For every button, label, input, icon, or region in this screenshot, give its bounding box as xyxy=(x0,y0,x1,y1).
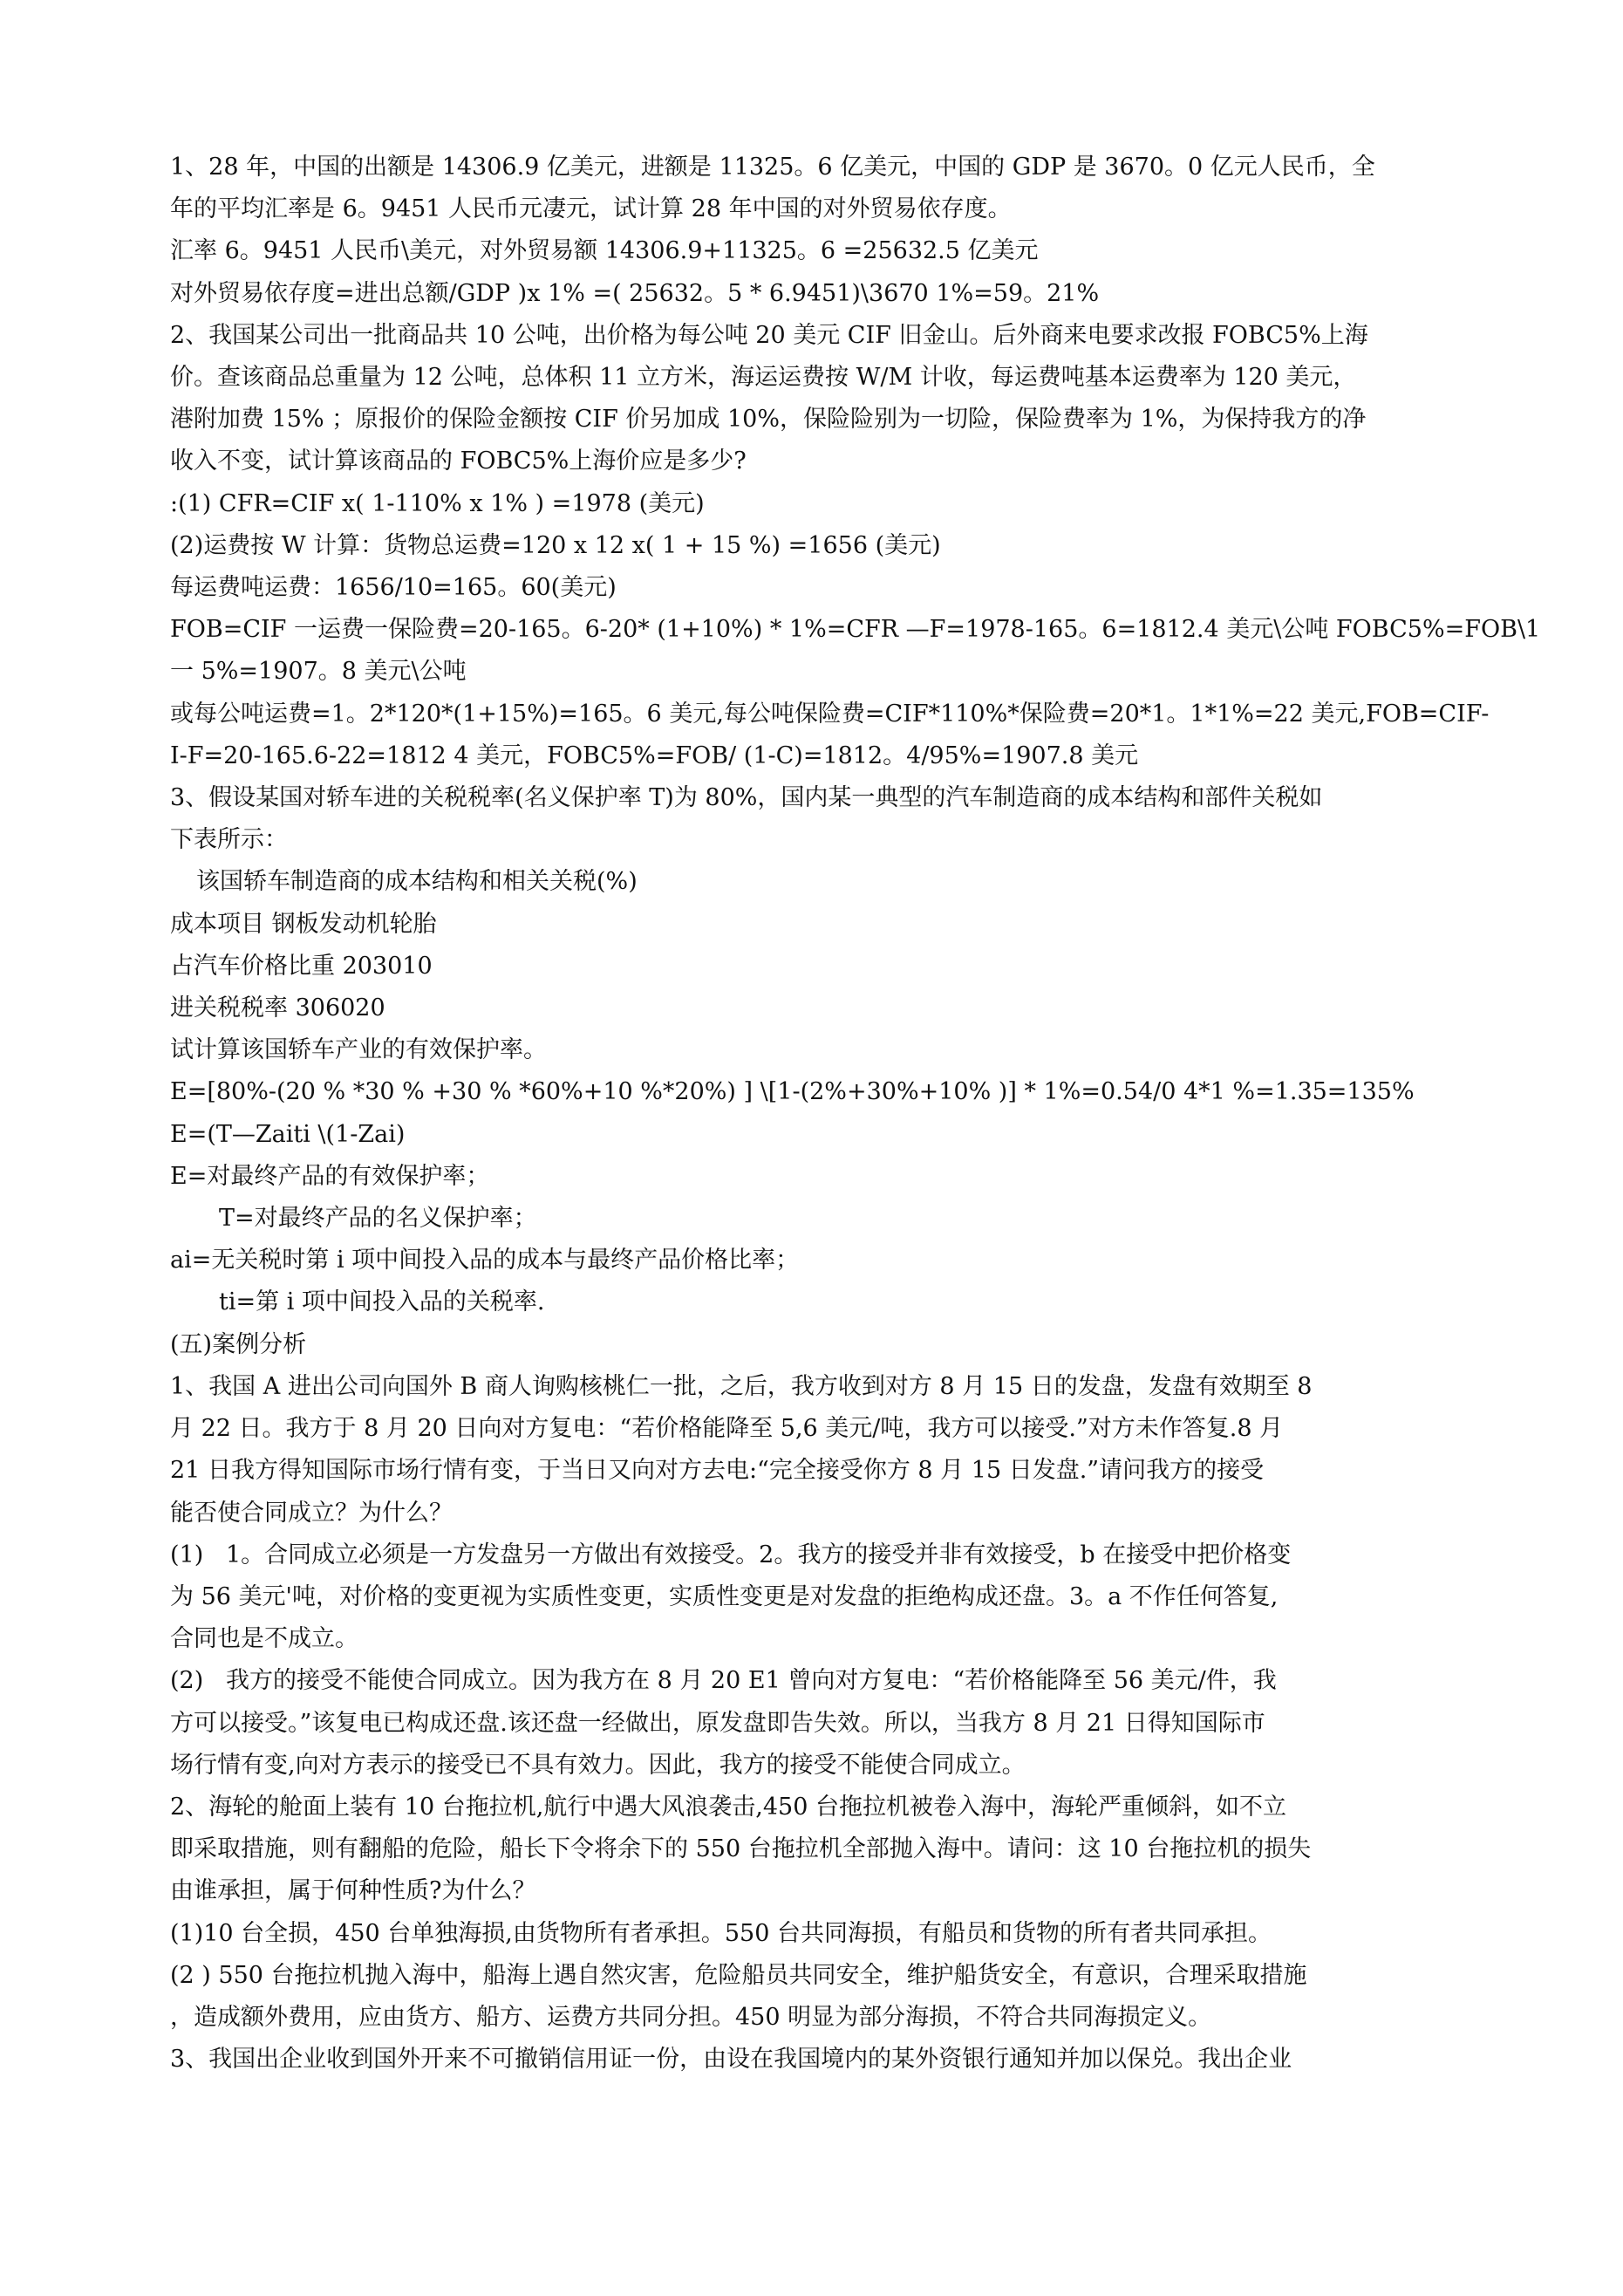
text-line: ，造成额外费用，应由货方、船方、运费方共同分担。450 明显为部分海损，不符合共同海损定义。 xyxy=(170,2003,1212,2031)
text-line: 进关税税率 306020 xyxy=(170,994,385,1022)
text-line: 即采取措施，则有翻船的危险，船长下令将余下的 550 台拖拉机全部抛入海中。请问：这 10 台拖拉机的损失 xyxy=(170,1835,1312,1863)
text-line: 1、我国 A 进出公司向国外 B 商人询购核桃仁一批，之后，我方收到对方 8 月 15 日的发盘，发盘有效期至 8 xyxy=(170,1372,1313,1400)
text-line: 或每公吨运费=1。2*120*(1+15%)=165。6 美元,每公吨保险费=CIF*110%*保险费=20*1。1*1%=22 美元,FOB=CIF- xyxy=(170,700,1490,728)
text-line: :(1) CFR=CIF x( 1-110% x 1% ) =1978 (美元) xyxy=(170,489,705,517)
table-caption: 该国轿车制造商的成本结构和相关关税(%) xyxy=(196,868,638,896)
text-line: 对外贸易依存度=进出总额/GDP )x 1% =( 25632。5 * 6.9451)\3670 1%=59。21% xyxy=(170,279,1100,307)
document-page xyxy=(170,147,1541,2081)
text-line: 年的平均汇率是 6。9451 人民币元凄元，试计算 28 年中国的对外贸易依存度。 xyxy=(170,195,1012,223)
text-line: 3、我国出企业收到国外开来不可撤销信用证一份，由设在我国境内的某外资银行通知并加以保兑。我出企业 xyxy=(170,2046,1292,2074)
text-line: (1) 1。合同成立必须是一方发盘另一方做出有效接受。2。我方的接受并非有效接受，b 在接受中把价格变 xyxy=(170,1541,1292,1568)
text-line: 每运费吨运费：1656/10=165。60(美元) xyxy=(170,574,617,602)
text-line: 港附加费 15% ；原报价的保险金额按 CIF 价另加成 10%，保险险别为一切险，保险费率为 1%，为保持我方的净 xyxy=(170,406,1367,434)
text-line: 一 5%=1907。8 美元\公吨 xyxy=(170,658,467,686)
text-line: 21 日我方得知国际市场行情有变，于当日又向对方去电:“完全接受你方 8 月 15 日发盘.”请问我方的接受 xyxy=(170,1457,1265,1485)
text-line: 成本项目 钢板发动机轮胎 xyxy=(170,910,437,938)
text-line: (2) 我方的接受不能使合同成立。因为我方在 8 月 20 E1 曾向对方复电：“若价格能降至 56 美元/件，我 xyxy=(170,1667,1277,1695)
text-line: 月 22 日。我方于 8 月 20 日向对方复电：“若价格能降至 5,6 美元/吨，我方可以接受.”对方未作答复.8 月 xyxy=(170,1415,1284,1443)
text-line: 3、假设某国对轿车进的关税税率(名义保护率 T)为 80%，国内某一典型的汽车制造商的成本结构和部件关税如 xyxy=(170,784,1323,812)
text-line: ai=无关税时第 i 项中间投入品的成本与最终产品价格比率； xyxy=(170,1247,800,1274)
text-line: ti=第 i 项中间投入品的关税率. xyxy=(219,1288,545,1316)
text-line: 汇率 6。9451 人民币\美元，对外贸易额 14306.9+11325。6 =25632.5 亿美元 xyxy=(170,237,1039,265)
text-line: 收入不变，试计算该商品的 FOBC5%上海价应是多少? xyxy=(170,448,747,475)
text-line: (2)运费按 W 计算：货物总运费=120 x 12 x( 1 + 15 %) =1656 (美元) xyxy=(170,531,941,559)
section-heading: (五)案例分析 xyxy=(170,1330,307,1358)
text-line: T=对最终产品的名义保护率； xyxy=(219,1205,537,1233)
text-line: (1)10 台全损，450 台单独海损,由货物所有者承担。550 台共同海损，有船员和货物的所有者共同承担。 xyxy=(170,1919,1272,1947)
text-line: E=[80%-(20 % *30 % +30 % *60%+10 %*20%) ] \[1-(2%+30%+10% )] * 1%=0.54/0 4*1 %=1.35=135% xyxy=(170,1078,1415,1106)
text-line: 1、28 年，中国的出额是 14306.9 亿美元，进额是 11325。6 亿美元，中国的 GDP 是 3670。0 亿元人民币，全 xyxy=(170,154,1375,181)
text-line: 2、海轮的舱面上装有 10 台拖拉机,航行中遇大风浪袭击,450 台拖拉机被卷入海中，海轮严重倾斜，如不立 xyxy=(170,1793,1286,1821)
text-line: (2 ) 550 台拖拉机抛入海中，船海上遇自然灾害，危险船员共同安全，维护船货安全，有意识，合理采取措施 xyxy=(170,1961,1307,1989)
text-line: 能否使合同成立？为什么？ xyxy=(170,1499,453,1527)
text-line: 方可以接受。”该复电已构成还盘.该还盘一经做出，原发盘即告失效。所以，当我方 8 月 21 日得知国际市 xyxy=(170,1709,1265,1737)
text-line: 2、我国某公司出一批商品共 10 公吨，出价格为每公吨 20 美元 CIF 旧金山。后外商来电要求改报 FOBC5%上海 xyxy=(170,321,1368,349)
text-line: E=对最终产品的有效保护率； xyxy=(170,1162,490,1190)
text-line: 试计算该国轿车产业的有效保护率。 xyxy=(170,1036,547,1064)
text-line: 价。查该商品总重量为 12 公吨，总体积 11 立方米，海运运费按 W/M 计收，每运费吨基本运费率为 120 美元， xyxy=(170,364,1357,392)
text-line: FOB=CIF 一运费一保险费=20-165。6-20* (1+10%) * 1%=CFR —F=1978-165。6=1812.4 美元\公吨 FOBC5%=FOB\1 xyxy=(170,616,1541,644)
text-line: 场行情有变,向对方表示的接受已不具有效力。因此，我方的接受不能使合同成立。 xyxy=(170,1751,1026,1779)
text-line: 为 56 美元'吨，对价格的变更视为实质性变更，实质性变更是对发盘的拒绝构成还盘。3。a 不作任何答复, xyxy=(170,1582,1279,1610)
text-line: 由谁承担，属于何种性质?为什么？ xyxy=(170,1877,536,1905)
text-line: 合同也是不成立。 xyxy=(170,1625,358,1653)
text-line: 占汽车价格比重 203010 xyxy=(170,952,433,980)
text-line: 下表所示： xyxy=(170,826,288,854)
text-line: I-F=20-165.6-22=1812 4 美元，FOBC5%=FOB/ (1-C)=1812。4/95%=1907.8 美元 xyxy=(170,741,1139,769)
text-line: E=(T—Zaiti \(1-Zai) xyxy=(170,1120,406,1148)
